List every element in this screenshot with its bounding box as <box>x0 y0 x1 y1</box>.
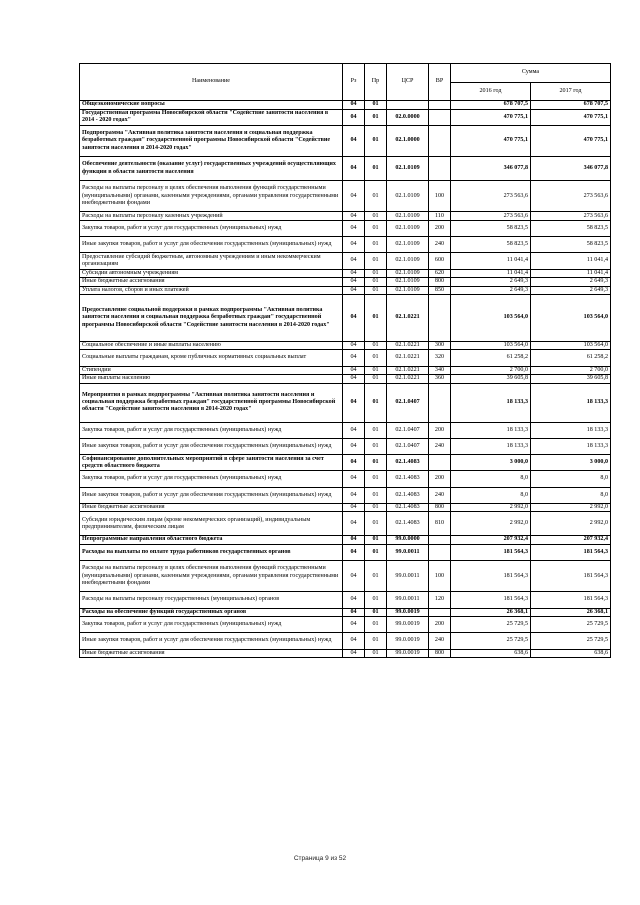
row-pr: 01 <box>365 341 387 350</box>
row-sum-2016: 638,6 <box>451 649 531 658</box>
row-pr: 01 <box>365 503 387 512</box>
row-sum-2016: 2 992,0 <box>451 512 531 536</box>
header-2017: 2017 год <box>531 83 611 101</box>
row-vr: 240 <box>429 439 451 455</box>
row-rz: 04 <box>343 617 365 633</box>
row-pr: 01 <box>365 422 387 438</box>
row-csr: 02.1.0109 <box>387 278 429 287</box>
row-name: Иные закупки товаров, работ и услуг для обеспечения государственных (муниципальных) нужд <box>80 487 343 503</box>
row-sum-2017: 470 775,1 <box>531 125 611 156</box>
budget-table <box>79 63 611 658</box>
row-rz: 04 <box>343 341 365 350</box>
row-pr: 01 <box>365 366 387 375</box>
row-vr: 800 <box>429 649 451 658</box>
row-name: Обеспечение деятельности (оказание услуг) государственных учреждений осуществляющих функции в области занятости населения <box>80 157 343 181</box>
row-sum-2017: 58 823,5 <box>531 220 611 236</box>
header-rz: Рз <box>343 64 365 101</box>
row-sum-2017: 273 563,6 <box>531 180 611 211</box>
header-csr: ЦСР <box>387 64 429 101</box>
row-name: Иные закупки товаров, работ и услуг для обеспечения государственных (муниципальных) нужд <box>80 633 343 649</box>
row-name: Иные бюджетные ассигнования <box>80 649 343 658</box>
row-vr: 100 <box>429 560 451 591</box>
table-row <box>80 212 611 221</box>
row-pr: 01 <box>365 471 387 487</box>
row-name: Иные выплаты населению <box>80 375 343 384</box>
row-rz: 04 <box>343 608 365 617</box>
row-pr: 01 <box>365 455 387 471</box>
table-row <box>80 422 611 438</box>
table-row <box>80 536 611 545</box>
row-rz: 04 <box>343 422 365 438</box>
row-rz: 04 <box>343 439 365 455</box>
row-sum-2017: 58 823,5 <box>531 237 611 253</box>
row-rz: 04 <box>343 220 365 236</box>
row-sum-2017: 678 707,5 <box>531 101 611 110</box>
row-name: Расходы на выплаты персоналу государственных (муниципальных) органов <box>80 592 343 608</box>
row-sum-2017: 18 133,3 <box>531 439 611 455</box>
table-row <box>80 455 611 471</box>
row-pr: 01 <box>365 269 387 278</box>
row-vr <box>429 608 451 617</box>
row-csr: 99.0.0011 <box>387 544 429 560</box>
row-csr: 02.1.4083 <box>387 455 429 471</box>
row-csr: 02.1.0221 <box>387 341 429 350</box>
row-vr: 320 <box>429 350 451 366</box>
row-sum-2017: 8,0 <box>531 487 611 503</box>
row-rz: 04 <box>343 503 365 512</box>
row-sum-2016: 181 564,3 <box>451 560 531 591</box>
row-vr: 200 <box>429 617 451 633</box>
row-vr <box>429 109 451 125</box>
row-csr: 99.0.0019 <box>387 617 429 633</box>
table-row <box>80 295 611 342</box>
table-row <box>80 341 611 350</box>
row-rz: 04 <box>343 237 365 253</box>
row-sum-2017: 207 932,4 <box>531 536 611 545</box>
table-row <box>80 157 611 181</box>
row-name: Иные бюджетные ассигнования <box>80 503 343 512</box>
row-name: Мероприятия в рамках подпрограммы "Активная политика занятости населения и социальная поддержка безработных граждан" государственной программы Новосибирской области "Содействие занятости населения в 2014-2020 годах" <box>80 383 343 422</box>
header-2016: 2016 год <box>451 83 531 101</box>
row-sum-2016: 61 258,2 <box>451 350 531 366</box>
table-row <box>80 253 611 269</box>
row-vr <box>429 157 451 181</box>
row-sum-2017: 2 992,0 <box>531 512 611 536</box>
row-csr: 02.1.4083 <box>387 471 429 487</box>
row-sum-2017: 11 041,4 <box>531 253 611 269</box>
row-vr: 240 <box>429 487 451 503</box>
row-name: Общеэкономические вопросы <box>80 101 343 110</box>
header-pr: Пр <box>365 64 387 101</box>
row-rz: 04 <box>343 350 365 366</box>
row-vr <box>429 295 451 342</box>
row-vr: 200 <box>429 471 451 487</box>
table-row <box>80 350 611 366</box>
row-vr: 850 <box>429 286 451 295</box>
row-csr: 02.1.0000 <box>387 125 429 156</box>
row-name: Иные закупки товаров, работ и услуг для обеспечения государственных (муниципальных) нужд <box>80 237 343 253</box>
row-csr: 99.0.0019 <box>387 608 429 617</box>
row-sum-2016: 18 133,3 <box>451 383 531 422</box>
row-sum-2017: 470 775,1 <box>531 109 611 125</box>
row-rz: 04 <box>343 366 365 375</box>
table-row <box>80 375 611 384</box>
row-vr: 800 <box>429 503 451 512</box>
row-sum-2016: 8,0 <box>451 471 531 487</box>
row-rz: 04 <box>343 212 365 221</box>
row-vr: 200 <box>429 220 451 236</box>
row-rz: 04 <box>343 649 365 658</box>
table-body <box>80 101 611 658</box>
table-row <box>80 544 611 560</box>
row-pr: 01 <box>365 180 387 211</box>
row-csr: 02.1.0109 <box>387 237 429 253</box>
row-sum-2017: 18 133,3 <box>531 422 611 438</box>
row-csr: 99.0.0019 <box>387 633 429 649</box>
table-row <box>80 125 611 156</box>
row-rz: 04 <box>343 633 365 649</box>
row-sum-2016: 103 564,0 <box>451 295 531 342</box>
row-pr: 01 <box>365 487 387 503</box>
row-vr: 240 <box>429 633 451 649</box>
row-sum-2017: 18 133,3 <box>531 383 611 422</box>
row-rz: 04 <box>343 286 365 295</box>
table-row <box>80 471 611 487</box>
table-row <box>80 383 611 422</box>
table-row <box>80 366 611 375</box>
row-pr: 01 <box>365 439 387 455</box>
row-vr <box>429 544 451 560</box>
budget-table-sheet <box>79 63 610 658</box>
row-name: Закупка товаров, работ и услуг для государственных (муниципальных) нужд <box>80 422 343 438</box>
row-sum-2017: 3 000,0 <box>531 455 611 471</box>
row-csr: 02.1.4083 <box>387 487 429 503</box>
row-name: Иные бюджетные ассигнования <box>80 278 343 287</box>
row-name: Социальные выплаты гражданам, кроме публичных нормативных социальных выплат <box>80 350 343 366</box>
row-vr: 810 <box>429 512 451 536</box>
row-vr: 200 <box>429 422 451 438</box>
row-pr: 01 <box>365 109 387 125</box>
table-row <box>80 237 611 253</box>
row-pr: 01 <box>365 350 387 366</box>
row-vr <box>429 536 451 545</box>
row-rz: 04 <box>343 269 365 278</box>
row-sum-2017: 103 564,0 <box>531 295 611 342</box>
row-sum-2017: 26 368,1 <box>531 608 611 617</box>
row-sum-2016: 26 368,1 <box>451 608 531 617</box>
row-pr: 01 <box>365 125 387 156</box>
row-pr: 01 <box>365 237 387 253</box>
row-csr: 02.1.0407 <box>387 422 429 438</box>
row-sum-2016: 25 729,5 <box>451 617 531 633</box>
row-name: Иные закупки товаров, работ и услуг для обеспечения государственных (муниципальных) нужд <box>80 439 343 455</box>
row-pr: 01 <box>365 375 387 384</box>
table-row <box>80 617 611 633</box>
row-sum-2016: 207 932,4 <box>451 536 531 545</box>
row-sum-2016: 2 992,0 <box>451 503 531 512</box>
row-pr: 01 <box>365 608 387 617</box>
row-sum-2017: 25 729,5 <box>531 633 611 649</box>
row-pr: 01 <box>365 253 387 269</box>
row-csr: 02.1.0109 <box>387 286 429 295</box>
row-sum-2017: 8,0 <box>531 471 611 487</box>
row-csr: 02.1.0221 <box>387 375 429 384</box>
row-sum-2016: 273 563,6 <box>451 212 531 221</box>
table-row <box>80 180 611 211</box>
row-name: Расходы на выплаты по оплате труда работников государственных органов <box>80 544 343 560</box>
row-vr: 340 <box>429 366 451 375</box>
row-pr: 01 <box>365 157 387 181</box>
row-pr: 01 <box>365 536 387 545</box>
row-rz: 04 <box>343 180 365 211</box>
row-name: Софинансирование дополнительных мероприятий в сфере занятости населения за счет средств областного бюджета <box>80 455 343 471</box>
row-csr: 99.0.0011 <box>387 592 429 608</box>
row-name: Закупка товаров, работ и услуг для государственных (муниципальных) нужд <box>80 220 343 236</box>
row-sum-2016: 2 700,0 <box>451 366 531 375</box>
header-name: Наименование <box>80 64 343 101</box>
row-sum-2017: 2 992,0 <box>531 503 611 512</box>
row-pr: 01 <box>365 220 387 236</box>
row-vr: 120 <box>429 592 451 608</box>
row-name: Закупка товаров, работ и услуг для государственных (муниципальных) нужд <box>80 471 343 487</box>
row-vr: 600 <box>429 253 451 269</box>
table-row <box>80 487 611 503</box>
row-name: Стипендии <box>80 366 343 375</box>
row-pr: 01 <box>365 101 387 110</box>
row-csr: 02.1.0109 <box>387 220 429 236</box>
table-row <box>80 101 611 110</box>
table-row <box>80 560 611 591</box>
row-vr <box>429 455 451 471</box>
row-csr: 02.1.0407 <box>387 439 429 455</box>
page-number: Страница 9 из 52 <box>293 855 347 862</box>
row-rz: 04 <box>343 536 365 545</box>
row-rz: 04 <box>343 487 365 503</box>
row-name: Субсидии юридическим лицам (кроме некоммерческих организаций), индивидуальным предпринимателям, физическим лицам <box>80 512 343 536</box>
row-pr: 01 <box>365 560 387 591</box>
row-rz: 04 <box>343 375 365 384</box>
row-sum-2016: 8,0 <box>451 487 531 503</box>
row-pr: 01 <box>365 212 387 221</box>
row-name: Расходы на выплаты персоналу казенных учреждений <box>80 212 343 221</box>
row-pr: 01 <box>365 286 387 295</box>
row-csr: 02.1.0109 <box>387 212 429 221</box>
row-sum-2017: 103 564,0 <box>531 341 611 350</box>
row-vr <box>429 125 451 156</box>
row-sum-2017: 61 258,2 <box>531 350 611 366</box>
row-csr: 99.0.0019 <box>387 649 429 658</box>
table-row <box>80 503 611 512</box>
row-pr: 01 <box>365 544 387 560</box>
row-name: Расходы на выплаты персоналу в целях обеспечения выполнения функций государственными (муниципальными) органами, казенными учреждениями, органами управления государственными внебюджетными фондами <box>80 180 343 211</box>
row-rz: 04 <box>343 295 365 342</box>
row-sum-2016: 25 729,5 <box>451 633 531 649</box>
row-csr: 02.1.0407 <box>387 383 429 422</box>
row-pr: 01 <box>365 278 387 287</box>
row-sum-2016: 273 563,6 <box>451 180 531 211</box>
row-sum-2016: 103 564,0 <box>451 341 531 350</box>
table-row <box>80 109 611 125</box>
row-sum-2017: 346 077,8 <box>531 157 611 181</box>
row-name: Государственная программа Новосибирской области "Содействие занятости населения в 2014 - 2020 годах" <box>80 109 343 125</box>
row-rz: 04 <box>343 512 365 536</box>
row-vr: 240 <box>429 237 451 253</box>
row-rz: 04 <box>343 101 365 110</box>
row-rz: 04 <box>343 383 365 422</box>
row-rz: 04 <box>343 278 365 287</box>
row-sum-2017: 2 700,0 <box>531 366 611 375</box>
row-sum-2016: 181 564,3 <box>451 544 531 560</box>
row-csr: 99.0.0011 <box>387 560 429 591</box>
row-pr: 01 <box>365 295 387 342</box>
row-sum-2017: 181 564,3 <box>531 592 611 608</box>
row-rz: 04 <box>343 560 365 591</box>
row-sum-2016: 2 649,3 <box>451 278 531 287</box>
row-sum-2016: 18 133,3 <box>451 422 531 438</box>
row-csr: 02.1.0221 <box>387 350 429 366</box>
row-pr: 01 <box>365 512 387 536</box>
row-vr: 620 <box>429 269 451 278</box>
row-sum-2016: 2 649,3 <box>451 286 531 295</box>
row-sum-2017: 638,6 <box>531 649 611 658</box>
row-csr: 02.1.0109 <box>387 180 429 211</box>
row-vr: 300 <box>429 341 451 350</box>
row-csr: 02.1.4083 <box>387 512 429 536</box>
header-vr: ВР <box>429 64 451 101</box>
row-vr <box>429 383 451 422</box>
row-pr: 01 <box>365 592 387 608</box>
row-name: Расходы на выплаты персоналу в целях обеспечения выполнения функций государственными (муниципальными) органами, казенными учреждениями, органами управления государственными внебюджетными фондами <box>80 560 343 591</box>
table-row <box>80 220 611 236</box>
row-sum-2017: 181 564,3 <box>531 544 611 560</box>
row-sum-2016: 58 823,5 <box>451 220 531 236</box>
row-sum-2016: 58 823,5 <box>451 237 531 253</box>
row-rz: 04 <box>343 253 365 269</box>
row-sum-2016: 3 000,0 <box>451 455 531 471</box>
row-sum-2016: 11 041,4 <box>451 269 531 278</box>
row-name: Социальное обеспечение и иные выплаты населению <box>80 341 343 350</box>
table-row <box>80 512 611 536</box>
row-name: Субсидии автономным учреждениям <box>80 269 343 278</box>
row-vr: 360 <box>429 375 451 384</box>
table-row <box>80 633 611 649</box>
row-csr: 02.1.0221 <box>387 295 429 342</box>
row-csr: 02.1.0109 <box>387 253 429 269</box>
row-sum-2016: 181 564,3 <box>451 592 531 608</box>
row-sum-2016: 470 775,1 <box>451 125 531 156</box>
row-sum-2016: 678 707,5 <box>451 101 531 110</box>
table-row <box>80 439 611 455</box>
row-rz: 04 <box>343 544 365 560</box>
row-name: Непрограммные направления областного бюджета <box>80 536 343 545</box>
row-name: Расходы на обеспечение функций государственных органов <box>80 608 343 617</box>
row-csr <box>387 101 429 110</box>
table-row <box>80 278 611 287</box>
row-rz: 04 <box>343 157 365 181</box>
row-sum-2016: 18 133,3 <box>451 439 531 455</box>
row-sum-2017: 273 563,6 <box>531 212 611 221</box>
row-rz: 04 <box>343 109 365 125</box>
row-vr <box>429 101 451 110</box>
row-sum-2017: 181 564,3 <box>531 560 611 591</box>
row-pr: 01 <box>365 633 387 649</box>
table-row <box>80 649 611 658</box>
row-csr: 02.0.0000 <box>387 109 429 125</box>
table-row <box>80 592 611 608</box>
row-name: Закупка товаров, работ и услуг для государственных (муниципальных) нужд <box>80 617 343 633</box>
table-row <box>80 286 611 295</box>
row-sum-2017: 2 649,3 <box>531 286 611 295</box>
row-sum-2016: 39 605,8 <box>451 375 531 384</box>
row-vr: 100 <box>429 180 451 211</box>
row-sum-2017: 39 605,8 <box>531 375 611 384</box>
row-csr: 02.1.0221 <box>387 366 429 375</box>
header-sum: Сумма <box>451 64 611 83</box>
row-name: Предоставление социальной поддержки в рамках подпрограммы "Активная политика занятости населения и социальная поддержка безработных граждан" государственной программы Новосибирской области "Содействие занятости населения в 2014-2020 годах" <box>80 295 343 342</box>
row-sum-2017: 11 041,4 <box>531 269 611 278</box>
row-name: Подпрограмма "Активная политика занятости населения и социальная поддержка безработных граждан" государственной программы Новосибирской области "Содействие занятости населения в 2014-2020 годах" <box>80 125 343 156</box>
row-vr: 800 <box>429 278 451 287</box>
row-sum-2016: 470 775,1 <box>451 109 531 125</box>
table-row <box>80 269 611 278</box>
row-rz: 04 <box>343 592 365 608</box>
row-vr: 110 <box>429 212 451 221</box>
row-pr: 01 <box>365 383 387 422</box>
table-row <box>80 608 611 617</box>
row-rz: 04 <box>343 125 365 156</box>
row-name: Уплата налогов, сборов и иных платежей <box>80 286 343 295</box>
row-csr: 02.1.4083 <box>387 503 429 512</box>
row-pr: 01 <box>365 649 387 658</box>
row-sum-2016: 11 041,4 <box>451 253 531 269</box>
row-rz: 04 <box>343 471 365 487</box>
row-sum-2017: 25 729,5 <box>531 617 611 633</box>
row-sum-2017: 2 649,3 <box>531 278 611 287</box>
row-csr: 02.1.0109 <box>387 269 429 278</box>
row-rz: 04 <box>343 455 365 471</box>
row-csr: 02.1.0109 <box>387 157 429 181</box>
row-csr: 99.0.0000 <box>387 536 429 545</box>
row-pr: 01 <box>365 617 387 633</box>
row-sum-2016: 346 077,8 <box>451 157 531 181</box>
row-name: Предоставление субсидий бюджетным, автономным учреждениям и иным некоммерческим организациям <box>80 253 343 269</box>
